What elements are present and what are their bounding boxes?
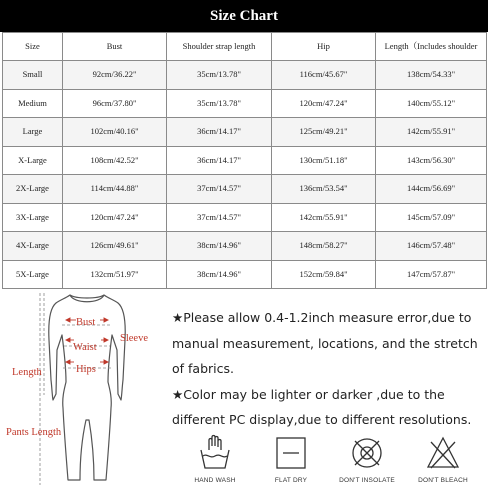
table-row <box>3 61 487 90</box>
notes <box>172 305 484 433</box>
cell-shoulder: 35cm/13.78" <box>167 61 272 90</box>
note-measure-error: ★Please allow 0.4-1.2inch measure error,due to manual measurement, locations, and the stretch of fabrics. <box>172 310 478 376</box>
sleeve-label: Sleeve <box>120 333 148 344</box>
pants-length-label: Pants Length <box>6 427 62 438</box>
cell-shoulder: 36cm/14.17" <box>167 146 272 175</box>
cell-shoulder: 35cm/13.78" <box>167 89 272 118</box>
cell-shoulder: 38cm/14.96" <box>167 232 272 261</box>
cell-size: Medium <box>3 89 63 118</box>
measurement-figure <box>0 290 168 487</box>
cell-size: Large <box>3 118 63 147</box>
cell-bust: 108cm/42.52" <box>63 146 167 175</box>
table-row <box>3 118 487 147</box>
cell-bust: 120cm/47.24" <box>63 203 167 232</box>
header-shoulder: Shoulder strap length <box>167 33 272 61</box>
table-row <box>3 232 487 261</box>
cell-hip: 130cm/51.18" <box>272 146 376 175</box>
table-header-row <box>3 33 487 61</box>
care-dont-insolate <box>336 432 398 487</box>
cell-bust: 102cm/40.16" <box>63 118 167 147</box>
note-color: ★Color may be lighter or darker ,due to the different PC display,due to different resolutions. <box>172 386 472 427</box>
cell-bust: 114cm/44.88" <box>63 175 167 204</box>
size-table <box>2 32 487 289</box>
table-row <box>3 175 487 204</box>
header-size: Size <box>3 33 63 61</box>
cell-length: 140cm/55.12" <box>376 89 487 118</box>
cell-shoulder: 37cm/14.57" <box>167 203 272 232</box>
cell-shoulder: 37cm/14.57" <box>167 175 272 204</box>
table-row <box>3 146 487 175</box>
bust-label: Bust <box>76 317 96 328</box>
cell-hip: 136cm/53.54" <box>272 175 376 204</box>
care-label-flat-dry: FLAT DRY <box>274 477 308 484</box>
title-text: Size Chart <box>210 7 278 24</box>
cell-size: 5X-Large <box>3 260 63 289</box>
header-hip: Hip <box>272 33 376 61</box>
header-bust: Bust <box>63 33 167 61</box>
length-label: Length <box>12 367 42 378</box>
care-label-hand-wash: HAND WASH <box>194 477 236 484</box>
cell-length: 146cm/57.48" <box>376 232 487 261</box>
cell-shoulder: 38cm/14.96" <box>167 260 272 289</box>
size-chart-title <box>0 0 488 32</box>
cell-hip: 142cm/55.91" <box>272 203 376 232</box>
hips-label: Hips <box>76 364 96 375</box>
cell-bust: 96cm/37.80" <box>63 89 167 118</box>
cell-size: 4X-Large <box>3 232 63 261</box>
waist-label: Waist <box>73 342 97 353</box>
cell-length: 142cm/55.91" <box>376 118 487 147</box>
dont-bleach-icon <box>425 432 461 472</box>
cell-length: 147cm/57.87" <box>376 260 487 289</box>
table-row <box>3 89 487 118</box>
cell-length: 145cm/57.09" <box>376 203 487 232</box>
cell-length: 138cm/54.33" <box>376 61 487 90</box>
cell-size: X-Large <box>3 146 63 175</box>
cell-size: Small <box>3 61 63 90</box>
table-row <box>3 203 487 232</box>
cell-shoulder: 36cm/14.17" <box>167 118 272 147</box>
cell-bust: 126cm/49.61" <box>63 232 167 261</box>
cell-bust: 92cm/36.22" <box>63 61 167 90</box>
flat-dry-icon <box>273 432 309 472</box>
cell-hip: 116cm/45.67" <box>272 61 376 90</box>
table-row <box>3 260 487 289</box>
cell-bust: 132cm/51.97" <box>63 260 167 289</box>
cell-hip: 148cm/58.27" <box>272 232 376 261</box>
dont-insolate-icon <box>349 432 385 472</box>
hand-wash-icon <box>197 432 233 472</box>
care-label-dont-insolate: DON'T INSOLATE <box>339 477 395 484</box>
care-label-dont-bleach: DON'T BLEACH <box>418 477 468 484</box>
care-dont-bleach <box>412 432 474 487</box>
cell-size: 2X-Large <box>3 175 63 204</box>
header-length: Length（Includes shoulder <box>376 33 487 61</box>
care-hand-wash <box>184 432 246 487</box>
cell-hip: 125cm/49.21" <box>272 118 376 147</box>
cell-hip: 120cm/47.24" <box>272 89 376 118</box>
care-instructions <box>172 432 484 487</box>
cell-length: 143cm/56.30" <box>376 146 487 175</box>
cell-length: 144cm/56.69" <box>376 175 487 204</box>
cell-hip: 152cm/59.84" <box>272 260 376 289</box>
care-flat-dry <box>260 432 322 487</box>
cell-size: 3X-Large <box>3 203 63 232</box>
